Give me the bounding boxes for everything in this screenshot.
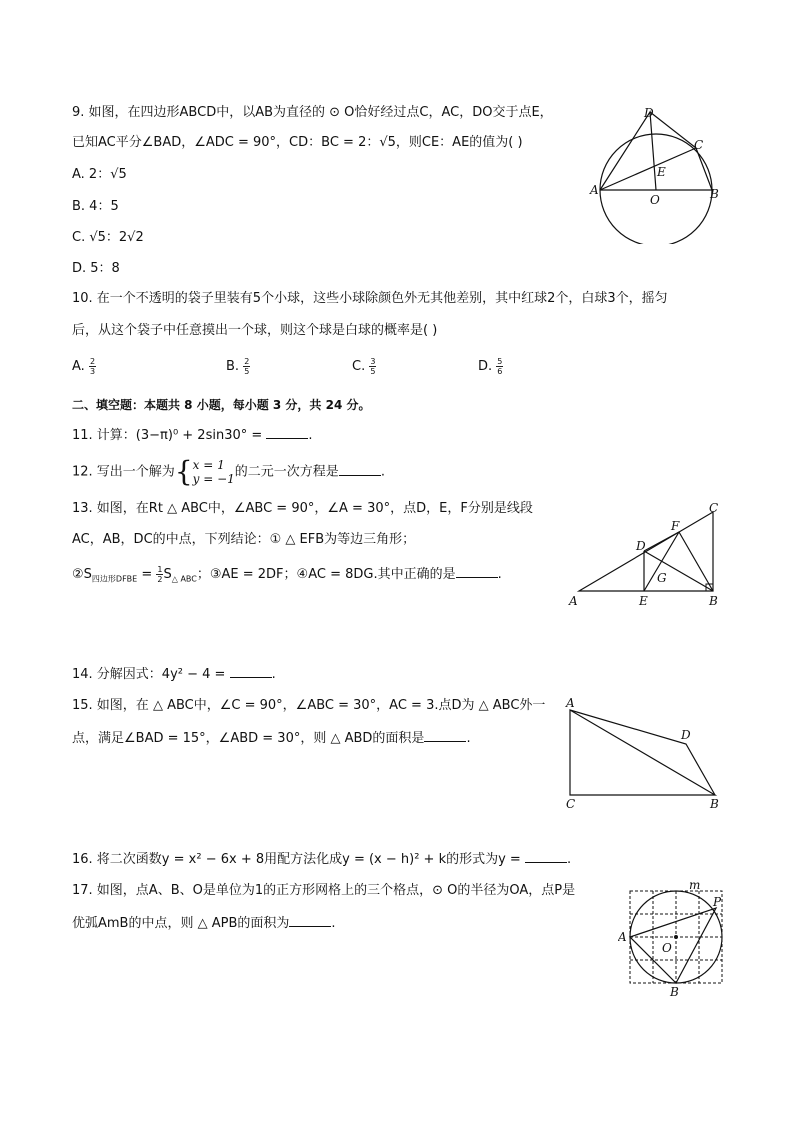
q13-label-C: C	[709, 501, 719, 515]
q13-line2: AC，AB，DC的中点，下列结论：① △ EFB为等边三角形；	[72, 532, 416, 547]
q15-label-B: B	[710, 797, 719, 811]
q17-label-m: m	[689, 878, 701, 892]
q15-label-A: A	[566, 696, 575, 710]
q15-label-C: C	[566, 797, 576, 811]
q10-option-b: B. $\frac{2}{5}$	[226, 357, 250, 376]
q13-fraction: $\frac{1}{2}$	[157, 565, 163, 584]
q10-option-d-fraction: $\frac{5}{6}$	[497, 357, 503, 376]
q16-answer-blank[interactable]	[525, 850, 567, 863]
q10-option-b-fraction: $\frac{2}{5}$	[244, 357, 250, 376]
q13-line1: 13. 如图，在Rt △ ABC中，∠ABC = 90°，∠A = 30°，点D，E，F分别是线段	[72, 501, 533, 516]
section-2-title: 二、填空题：本题共 8 小题，每小题 3 分，共 24 分。	[72, 398, 371, 412]
q12-answer-blank[interactable]	[339, 463, 381, 476]
q17-figure	[618, 878, 728, 1000]
q17-line2: 优弧AmB的中点，则 △ APB的面积为 .	[72, 916, 336, 931]
q17-line1: 17. 如图，点A、B、O是单位为1的正方形网格上的三个格点，⊙ O的半径为OA，点P是	[72, 883, 576, 898]
q12-brace: {	[174, 455, 193, 488]
q9-label-B: B	[710, 187, 719, 201]
q13-label-D: D	[636, 539, 646, 553]
q15-line1: 15. 如图，在 △ ABC中，∠C = 90°，∠ABC = 30°，AC = 3.点D为 △ ABC外一	[72, 698, 546, 713]
q9-label-O: O	[650, 193, 660, 207]
q15-line2: 点，满足∠BAD = 15°，∠ABD = 30°，则 △ ABD的面积是 .	[72, 731, 471, 746]
q15-answer-blank[interactable]	[424, 729, 466, 742]
q13-label-A: A	[569, 594, 578, 608]
q9-label-D: D	[644, 106, 654, 120]
q12-system: x = 1 y = −1	[192, 458, 235, 486]
q10-option-c-fraction: $\frac{3}{5}$	[370, 357, 376, 376]
q16: 16. 将二次函数y = x² − 6x + 8用配方法化成y = (x − h)² + k的形式为y = .	[72, 852, 572, 867]
q17-label-B: B	[670, 985, 679, 999]
q13-figure	[565, 500, 725, 612]
q14: 14. 分解因式：4y² − 4 = .	[72, 667, 276, 682]
q10-line1: 10. 在一个不透明的袋子里装有5个小球，这些小球除颜色外无其他差别，其中红球2个，白球3个，摇匀	[72, 291, 668, 306]
q9-figure	[588, 104, 728, 244]
q14-answer-blank[interactable]	[230, 665, 272, 678]
q9-option-d: D. 5：8	[72, 261, 120, 276]
q17-answer-blank[interactable]	[289, 914, 331, 927]
q17-label-A: A	[618, 930, 627, 944]
q9-option-a: A. 2：√5	[72, 167, 127, 182]
q10-option-a: A. $\frac{2}{3}$	[72, 357, 96, 376]
q13-label-B: B	[709, 594, 718, 608]
q9-label-E: E	[657, 165, 666, 179]
q9-option-b: B. 4：5	[72, 199, 119, 214]
q13-answer-blank[interactable]	[456, 565, 498, 578]
q9-option-c: C. √5：2√2	[72, 230, 144, 245]
q17-label-P: P	[713, 895, 722, 909]
q11: 11. 计算：(3−π)⁰ + 2sin30° = .	[72, 428, 313, 443]
q13-line3: $②S_{四边形DFBE}$ = $\frac{1}{2}$ $S_{\triangle ABC}$；③AE = 2DF；④AC = 8DG.其中正确的是 .	[72, 565, 502, 584]
q17-label-O: O	[662, 941, 672, 955]
q11-answer-blank[interactable]	[266, 426, 308, 439]
q9-line2: 已知AC平分∠BAD，∠ADC = 90°，CD：BC = 2：√5，则CE：AE的值为( )	[72, 135, 523, 150]
q13-label-E: E	[639, 594, 648, 608]
q10-option-c: C. $\frac{3}{5}$	[352, 357, 376, 376]
q15-figure	[560, 694, 730, 812]
q15-label-D: D	[681, 728, 691, 742]
q10-option-d: D. $\frac{5}{6}$	[478, 357, 503, 376]
q13-label-F: F	[671, 519, 680, 533]
q9-line1: 9. 如图，在四边形ABCD中，以AB为直径的 ⊙ O恰好经过点C，AC，DO交于点E，	[72, 105, 553, 120]
q12: 12. 写出一个解为{ x = 1 y = −1 的二元一次方程是 .	[72, 455, 385, 488]
q9-label-A: A	[590, 183, 599, 197]
q10-line2: 后，从这个袋子中任意摸出一个球，则这个球是白球的概率是( )	[72, 323, 438, 338]
q9-label-C: C	[694, 138, 704, 152]
q13-label-G: G	[657, 571, 667, 585]
q10-option-a-fraction: $\frac{2}{3}$	[89, 357, 96, 376]
